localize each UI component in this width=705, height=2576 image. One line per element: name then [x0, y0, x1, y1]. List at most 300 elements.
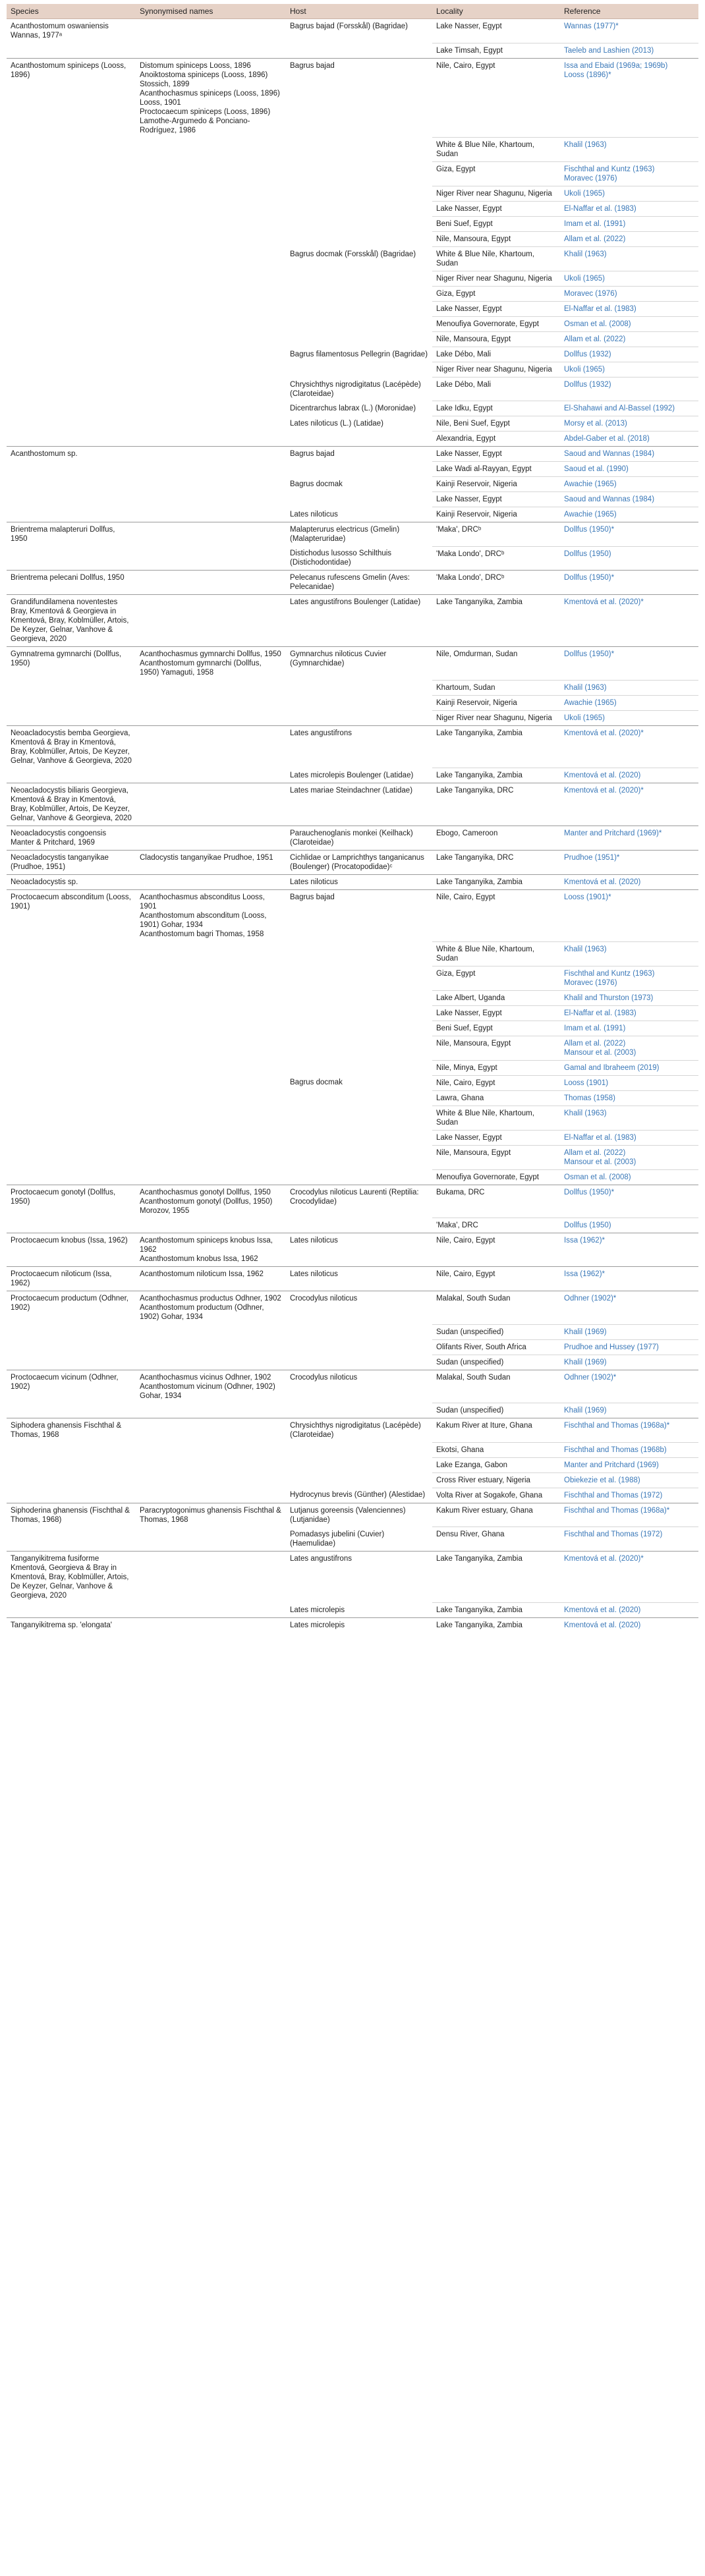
host-cell [286, 990, 432, 1005]
host-cell [286, 710, 432, 725]
species-cell [7, 302, 136, 317]
locality-cell: Nile, Cairo, Egypt [432, 1075, 560, 1090]
host-cell: Crocodylus niloticus [286, 1370, 432, 1403]
synonyms-cell [136, 695, 286, 710]
synonyms-cell [136, 1106, 286, 1130]
table-row [7, 826, 698, 851]
table-row [7, 571, 698, 595]
reference-cell: Ukoli (1965) [560, 362, 698, 378]
header-synonyms: Synonymised names [136, 4, 286, 19]
table-row [7, 317, 698, 332]
host-cell [286, 1106, 432, 1130]
species-cell: Proctocaecum knobus (Issa, 1962) [7, 1233, 136, 1267]
host-cell: Crocodylus niloticus [286, 1291, 432, 1325]
table-row [7, 271, 698, 287]
table-row [7, 695, 698, 710]
locality-cell: White & Blue Nile, Khartoum, Sudan [432, 941, 560, 966]
synonyms-cell [136, 302, 286, 317]
table-row [7, 1233, 698, 1267]
host-cell: Lates angustifrons [286, 1551, 432, 1603]
header-locality: Locality [432, 4, 560, 19]
reference-cell: Dollfus (1932) [560, 378, 698, 401]
table-row [7, 1403, 698, 1418]
reference-cell: Fischthal and Thomas (1968b) [560, 1442, 698, 1457]
reference-cell: Gamal and Ibraheem (2019) [560, 1060, 698, 1075]
locality-cell: Lake Débo, Mali [432, 347, 560, 362]
table-row [7, 202, 698, 217]
host-cell: Distichodus lusosso Schilthuis (Distichodontidae) [290, 549, 392, 567]
species-cell [7, 317, 136, 332]
locality-cell: White & Blue Nile, Khartoum, Sudan [432, 138, 560, 162]
reference-cell: Fischthal and Kuntz (1963) Moravec (1976) [560, 162, 698, 186]
host-cell [286, 302, 432, 317]
reference-cell: Prudhoe and Hussey (1977) [560, 1339, 698, 1355]
table-row [7, 680, 698, 695]
host-cell [286, 462, 432, 477]
host-cell [286, 362, 432, 378]
table-row [7, 186, 698, 202]
locality-cell: Lake Tanganyika, DRC [432, 783, 560, 826]
table-row [7, 768, 698, 783]
reference-cell: Thomas (1958) [560, 1090, 698, 1106]
locality-cell: Lawra, Ghana [432, 1090, 560, 1106]
table-row [7, 851, 698, 875]
locality-cell: Malakal, South Sudan [432, 1370, 560, 1403]
species-cell [7, 1603, 136, 1618]
species-cell [7, 362, 136, 378]
locality-cell: Lake Tanganyika, Zambia [432, 1618, 560, 1633]
locality-cell: 'Maka', DRC [432, 1218, 560, 1233]
synonyms-cell [136, 1169, 286, 1185]
table-row [7, 1169, 698, 1185]
synonyms-cell [136, 1145, 286, 1169]
reference-cell: Ukoli (1965) [560, 186, 698, 202]
species-cell [7, 186, 136, 202]
synonyms-cell [136, 826, 286, 851]
table-body [7, 19, 698, 1633]
locality-cell: Lake Tanganyika, Zambia [432, 1603, 560, 1618]
synonyms-cell [136, 217, 286, 232]
synonyms-cell [136, 875, 286, 890]
host-cell [286, 1472, 432, 1488]
table-row [7, 19, 698, 43]
synonyms-cell [136, 43, 286, 58]
table-row [7, 1075, 698, 1090]
locality-cell: Lake Nasser, Egypt [432, 447, 560, 462]
locality-cell: White & Blue Nile, Khartoum, Sudan [432, 247, 560, 271]
synonyms-cell [136, 401, 286, 416]
table-row [7, 1488, 698, 1503]
locality-cell: Giza, Egypt [432, 966, 560, 990]
table-row [7, 1551, 698, 1603]
reference-cell: Odhner (1902)* [560, 1291, 698, 1325]
synonyms-cell [136, 432, 286, 447]
locality-cell: Malakal, South Sudan [432, 1291, 560, 1325]
reference-cell: Fischthal and Thomas (1968a)* [560, 1418, 698, 1443]
species-cell: Acanthostomum oswaniensis Wannas, 1977ᵃ [7, 19, 136, 43]
locality-cell: Giza, Egypt [432, 287, 560, 302]
host-cell: Lates microlepis Boulenger (Latidae) [290, 771, 414, 779]
host-cell: Bagrus bajad [286, 447, 432, 462]
host-cell [286, 695, 432, 710]
reference-cell: Kmentová et al. (2020) [560, 875, 698, 890]
synonyms-cell [136, 1060, 286, 1075]
header-species: Species [7, 4, 136, 19]
table-row [7, 890, 698, 942]
synonyms-cell [136, 378, 286, 401]
host-cell [286, 941, 432, 966]
locality-cell: Ebogo, Cameroon [432, 826, 560, 851]
species-cell [7, 477, 136, 492]
locality-cell: 'Maka', DRCᵇ [432, 522, 560, 547]
host-cell: Lates microlepis [286, 1618, 432, 1633]
reference-cell: Kmentová et al. (2020) [560, 1618, 698, 1633]
host-cell: Bagrus bajad [286, 890, 432, 942]
synonyms-cell [136, 1488, 286, 1503]
species-cell: Proctocaecum vicinum (Odhner, 1902) [7, 1370, 136, 1403]
species-cell: Grandifundilamena noventestes Bray, Kmentová & Georgieva in Kmentová, Bray, Koblmüller, Artois, De Keyzer, Gelnar, Vanhove & Georgieva, 2020 [7, 595, 136, 647]
locality-cell: Kakum River estuary, Ghana [432, 1503, 560, 1527]
locality-cell: Lake Wadi al-Rayyan, Egypt [432, 462, 560, 477]
reference-cell: Osman et al. (2008) [560, 317, 698, 332]
reference-cell: Ukoli (1965) [560, 271, 698, 287]
species-cell [7, 1036, 136, 1060]
host-cell: Lates angustifrons [286, 725, 432, 768]
locality-cell: Niger River near Shagunu, Nigeria [432, 362, 560, 378]
synonyms-cell [136, 1021, 286, 1036]
species-cell [7, 1090, 136, 1106]
species-cell [7, 1169, 136, 1185]
host-cell [286, 1403, 432, 1418]
reference-cell: Awachie (1965) [560, 695, 698, 710]
host-cell: Pelecanus rufescens Gmelin (Aves: Pelecanidae) [286, 571, 432, 595]
synonyms-cell [136, 362, 286, 378]
table-row [7, 595, 698, 647]
host-cell: Dicentrarchus labrax (L.) (Moronidae) [290, 404, 416, 412]
table-row [7, 1185, 698, 1218]
reference-cell: Dollfus (1932) [560, 347, 698, 362]
species-cell: Acanthostomum sp. [7, 447, 136, 462]
species-cell [7, 202, 136, 217]
table-row [7, 1618, 698, 1633]
species-cell [7, 416, 136, 432]
species-cell [7, 990, 136, 1005]
species-cell [7, 1442, 136, 1457]
reference-cell: Issa (1962)* [560, 1267, 698, 1291]
host-cell: Crocodylus niloticus Laurenti (Reptilia: Crocodylidae) [286, 1185, 432, 1218]
locality-cell: Nile, Cairo, Egypt [432, 1233, 560, 1267]
synonyms-cell [136, 186, 286, 202]
table-row [7, 332, 698, 347]
locality-cell: Niger River near Shagunu, Nigeria [432, 710, 560, 725]
locality-cell: Beni Suef, Egypt [432, 1021, 560, 1036]
host-cell [286, 1355, 432, 1370]
locality-cell: Lake Tanganyika, Zambia [432, 875, 560, 890]
locality-cell: Nile, Beni Suef, Egypt [432, 416, 560, 432]
reference-cell: Looss (1901) [560, 1075, 698, 1090]
species-cell [7, 462, 136, 477]
synonyms-cell: Acanthochasmus gymnarchi Dollfus, 1950 Acanthostomum gymnarchi (Dollfus, 1950) Yamaguti, 1958 [136, 647, 286, 681]
table-row [7, 710, 698, 725]
host-cell: Bagrus docmak [290, 480, 343, 488]
reference-cell: Issa (1962)* [560, 1233, 698, 1267]
table-row [7, 378, 698, 401]
locality-cell: Lake Débo, Mali [432, 378, 560, 401]
host-cell: Lates niloticus [290, 510, 338, 518]
species-cell [7, 43, 136, 58]
species-cell [7, 1130, 136, 1145]
synonyms-cell [136, 1442, 286, 1457]
reference-cell: Odhner (1902)* [560, 1370, 698, 1403]
table-row [7, 1291, 698, 1325]
species-cell: Neoacladocystis sp. [7, 875, 136, 890]
reference-cell: Khalil (1963) [560, 680, 698, 695]
species-cell [7, 1060, 136, 1075]
locality-cell: Volta River at Sogakofe, Ghana [432, 1488, 560, 1503]
host-cell: Hydrocynus brevis (Günther) (Alestidae) [290, 1491, 426, 1499]
species-cell [7, 332, 136, 347]
synonyms-cell [136, 1075, 286, 1090]
host-cell [286, 202, 432, 217]
table-row [7, 1090, 698, 1106]
species-cell [7, 287, 136, 302]
table-row [7, 401, 698, 416]
synonyms-cell [136, 990, 286, 1005]
species-cell [7, 347, 136, 362]
table-row [7, 1339, 698, 1355]
species-cell [7, 232, 136, 247]
locality-cell: 'Maka Londo', DRCᵇ [432, 571, 560, 595]
locality-cell: Lake Nasser, Egypt [432, 302, 560, 317]
host-cell [286, 966, 432, 990]
reference-cell: Allam et al. (2022) Mansour et al. (2003) [560, 1036, 698, 1060]
host-cell [286, 186, 432, 202]
synonyms-cell [136, 162, 286, 186]
locality-cell: Nile, Cairo, Egypt [432, 890, 560, 942]
synonyms-cell [136, 447, 286, 462]
host-cell [286, 138, 432, 162]
species-cell: Neoacladocystis biliaris Georgieva, Kmentová & Bray in Kmentová, Bray, Koblmüller, Artois, De Keyzer, Gelnar, Vanhove & Georgieva, 2020 [7, 783, 136, 826]
synonyms-cell [136, 768, 286, 783]
reference-cell: Fischthal and Thomas (1972) [560, 1527, 698, 1552]
synonyms-cell [136, 317, 286, 332]
synonyms-cell [136, 966, 286, 990]
species-cell: Neoacladocystis bemba Georgieva, Kmentová & Bray in Kmentová, Bray, Koblmüller, Artois, De Keyzer, Gelnar, Vanhove & Georgieva, 2020 [7, 725, 136, 768]
species-cell [7, 1005, 136, 1021]
reference-cell: El-Naffar et al. (1983) [560, 1130, 698, 1145]
synonyms-cell [136, 710, 286, 725]
host-cell [286, 1218, 432, 1233]
species-cell: Proctocaecum productum (Odhner, 1902) [7, 1291, 136, 1325]
synonyms-cell [136, 1339, 286, 1355]
synonyms-cell [136, 595, 286, 647]
synonyms-cell [136, 1418, 286, 1443]
synonyms-cell [136, 1603, 286, 1618]
table-row [7, 1145, 698, 1169]
species-cell [7, 492, 136, 507]
host-cell: Parauchenoglanis monkei (Keilhack) (Claroteidae) [286, 826, 432, 851]
locality-cell: Lake Nasser, Egypt [432, 492, 560, 507]
table-row [7, 1005, 698, 1021]
host-cell [286, 287, 432, 302]
reference-cell: Khalil and Thurston (1973) [560, 990, 698, 1005]
table-row [7, 432, 698, 447]
synonyms-cell [136, 1090, 286, 1106]
locality-cell: Lake Tanganyika, Zambia [432, 595, 560, 647]
host-cell [286, 162, 432, 186]
synonyms-cell [136, 492, 286, 507]
reference-cell: Imam et al. (1991) [560, 1021, 698, 1036]
table-row [7, 941, 698, 966]
species-cell [7, 1472, 136, 1488]
host-cell [286, 680, 432, 695]
host-cell [286, 1442, 432, 1457]
synonyms-cell [136, 232, 286, 247]
species-cell [7, 1527, 136, 1552]
table-row [7, 217, 698, 232]
synonyms-cell [136, 1036, 286, 1060]
reference-cell: Looss (1901)* [560, 890, 698, 942]
synonyms-cell [136, 1355, 286, 1370]
synonyms-cell [136, 1005, 286, 1021]
locality-cell: Nile, Cairo, Egypt [432, 1267, 560, 1291]
table-row [7, 1060, 698, 1075]
locality-cell: Kainji Reservoir, Nigeria [432, 507, 560, 522]
host-cell [286, 1005, 432, 1021]
table-row [7, 875, 698, 890]
reference-cell: Kmentová et al. (2020)* [560, 595, 698, 647]
table-row [7, 1036, 698, 1060]
reference-cell: El-Naffar et al. (1983) [560, 1005, 698, 1021]
synonyms-cell: Cladocystis tanganyikae Prudhoe, 1951 [136, 851, 286, 875]
reference-cell: Manter and Pritchard (1969) [560, 1457, 698, 1472]
locality-cell: Nile, Cairo, Egypt [432, 58, 560, 138]
host-cell [286, 332, 432, 347]
host-cell: Lates microlepis [290, 1606, 345, 1614]
table-row [7, 507, 698, 522]
host-cell [286, 1060, 432, 1075]
synonyms-cell: Acanthochasmus productus Odhner, 1902 Acanthostomum productum (Odhner, 1902) Gohar, 1934 [136, 1291, 286, 1325]
locality-cell: Nile, Mansoura, Egypt [432, 332, 560, 347]
host-cell: Lates angustifrons Boulenger (Latidae) [286, 595, 432, 647]
host-cell [286, 1457, 432, 1472]
reference-cell: Issa and Ebaid (1969a; 1969b) Looss (1896)* [560, 58, 698, 138]
reference-cell: Khalil (1963) [560, 1106, 698, 1130]
synonyms-cell [136, 1218, 286, 1233]
host-cell [286, 217, 432, 232]
host-cell [286, 317, 432, 332]
table-row [7, 58, 698, 138]
species-cell [7, 1106, 136, 1130]
reference-cell: Dollfus (1950)* [560, 647, 698, 681]
host-cell: Malapterurus electricus (Gmelin) (Malapteruridae) [286, 522, 432, 547]
locality-cell: Menoufiya Governorate, Egypt [432, 317, 560, 332]
table-row [7, 546, 698, 571]
locality-cell: Sudan (unspecified) [432, 1403, 560, 1418]
reference-cell: Taeleb and Lashien (2013) [560, 43, 698, 58]
locality-cell: Lake Nasser, Egypt [432, 202, 560, 217]
reference-cell: Osman et al. (2008) [560, 1169, 698, 1185]
locality-cell: Lake Albert, Uganda [432, 990, 560, 1005]
synonyms-cell [136, 941, 286, 966]
host-cell [286, 1145, 432, 1169]
reference-cell: Moravec (1976) [560, 287, 698, 302]
locality-cell: Lake Nasser, Egypt [432, 19, 560, 43]
reference-cell: Fischthal and Kuntz (1963) Moravec (1976) [560, 966, 698, 990]
locality-cell: Menoufiya Governorate, Egypt [432, 1169, 560, 1185]
synonyms-cell [136, 416, 286, 432]
species-cell [7, 217, 136, 232]
table-row [7, 1324, 698, 1339]
reference-cell: Khalil (1969) [560, 1324, 698, 1339]
host-cell: Lates mariae Steindachner (Latidae) [286, 783, 432, 826]
species-cell [7, 1075, 136, 1090]
species-cell [7, 1145, 136, 1169]
locality-cell: Giza, Egypt [432, 162, 560, 186]
reference-cell: Kmentová et al. (2020)* [560, 725, 698, 768]
host-cell [286, 432, 432, 447]
species-cell [7, 1403, 136, 1418]
table-row [7, 232, 698, 247]
locality-cell: Sudan (unspecified) [432, 1324, 560, 1339]
synonyms-cell [136, 1324, 286, 1339]
locality-cell: Kainji Reservoir, Nigeria [432, 477, 560, 492]
locality-cell: Kakum River at Iture, Ghana [432, 1418, 560, 1443]
host-cell: Chrysichthys nigrodigitatus (Lacépède) (Claroteidae) [286, 1418, 432, 1443]
host-cell [286, 1130, 432, 1145]
synonyms-cell [136, 783, 286, 826]
host-cell [286, 1324, 432, 1339]
locality-cell: Bukama, DRC [432, 1185, 560, 1218]
reference-cell: Dollfus (1950)* [560, 1185, 698, 1218]
table-row [7, 1370, 698, 1403]
species-cell [7, 162, 136, 186]
synonyms-cell [136, 725, 286, 768]
table-row [7, 287, 698, 302]
synonyms-cell: Acanthostomum niloticum Issa, 1962 [136, 1267, 286, 1291]
table-row [7, 477, 698, 492]
reference-cell: Fischthal and Thomas (1968a)* [560, 1503, 698, 1527]
species-cell [7, 768, 136, 783]
table-row [7, 1442, 698, 1457]
synonyms-cell [136, 332, 286, 347]
species-cell [7, 507, 136, 522]
table-row [7, 725, 698, 768]
locality-cell: Lake Timsah, Egypt [432, 43, 560, 58]
host-cell: Bagrus bajad (Forsskål) (Bagridae) [286, 19, 432, 43]
reference-cell: Manter and Pritchard (1969)* [560, 826, 698, 851]
locality-cell: Densu River, Ghana [432, 1527, 560, 1552]
table-row [7, 362, 698, 378]
species-cell [7, 1324, 136, 1339]
synonyms-cell [136, 522, 286, 547]
synonyms-cell: Distomum spiniceps Looss, 1896 Anoiktostoma spiniceps (Looss, 1896) Stossich, 1899 Acanthochasmus spiniceps (Looss, 1896) Looss, 1901 Proctocaecum spiniceps (Looss, 1896) Lamothe-Argumedo & Ponciano-Rodríguez, 1986 [136, 58, 286, 138]
reference-cell: Wannas (1977)* [560, 19, 698, 43]
species-cell [7, 966, 136, 990]
reference-cell: Morsy et al. (2013) [560, 416, 698, 432]
header-reference: Reference [560, 4, 698, 19]
host-cell: Bagrus docmak [290, 1078, 343, 1086]
synonyms-cell [136, 287, 286, 302]
synonyms-cell [136, 477, 286, 492]
species-cell: Gymnatrema gymnarchi (Dollfus, 1950) [7, 647, 136, 681]
host-cell: Bagrus bajad [286, 58, 432, 138]
locality-cell: Lake Nasser, Egypt [432, 1130, 560, 1145]
table-row [7, 966, 698, 990]
reference-cell: Allam et al. (2022) [560, 332, 698, 347]
host-cell: Lates niloticus [286, 1233, 432, 1267]
table-row [7, 447, 698, 462]
